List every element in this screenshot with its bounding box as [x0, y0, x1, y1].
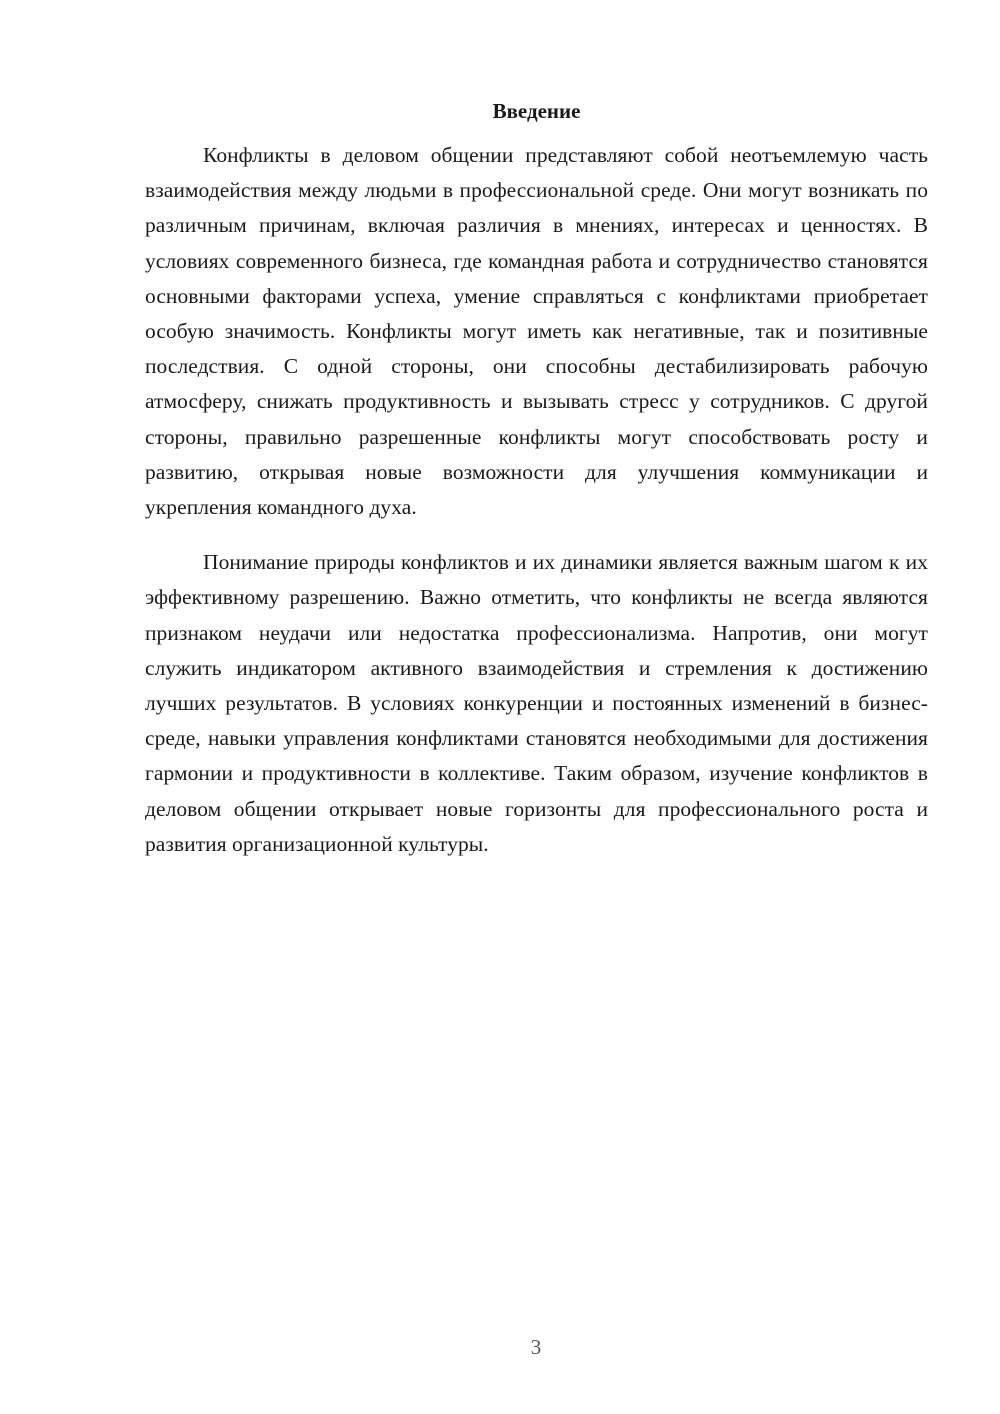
paragraph-1: Конфликты в деловом общении представляют собой неотъемлемую часть взаимодействия между людьми в профессиональной среде. Они могут возникать по различным причинам, включая различия в мнениях, интересах и ценностях. В условиях современного бизнеса, где командная работа и сотрудничество становятся основными факторами успеха, умение справляться с конфликтами приобретает особую значимость. Конфликты могут иметь как негативные, так и позитивные последствия. С одной стороны, они способны дестабилизировать рабочую атмосферу, снижать продуктивность и вызывать стресс у сотрудников. С другой стороны, правильно разрешенные конфликты могут способствовать росту и развитию, открывая новые возможности для улучшения коммуникации и укрепления командного духа. — [145, 143, 928, 520]
page-number: 3 — [530, 1335, 542, 1359]
paragraph-2: Понимание природы конфликтов и их динамики является важным шагом к их эффективному разрешению. Важно отметить, что конфликты не всегда являются признаком неудачи или недостатка профессионализма. Напротив, они могут служить индикатором активного взаимодействия и стремления к достижению лучших результатов. В условиях конкуренции и постоянных изменений в бизнес-среде, навыки управления конфликтами становятся необходимыми для достижения гармонии и продуктивности в коллективе. Таким образом, изучение конфликтов в деловом общении открывает новые горизонты для профессионального роста и развития организационной культуры. — [145, 550, 928, 856]
page-content — [145, 96, 928, 862]
section-title: Введение — [492, 99, 581, 123]
